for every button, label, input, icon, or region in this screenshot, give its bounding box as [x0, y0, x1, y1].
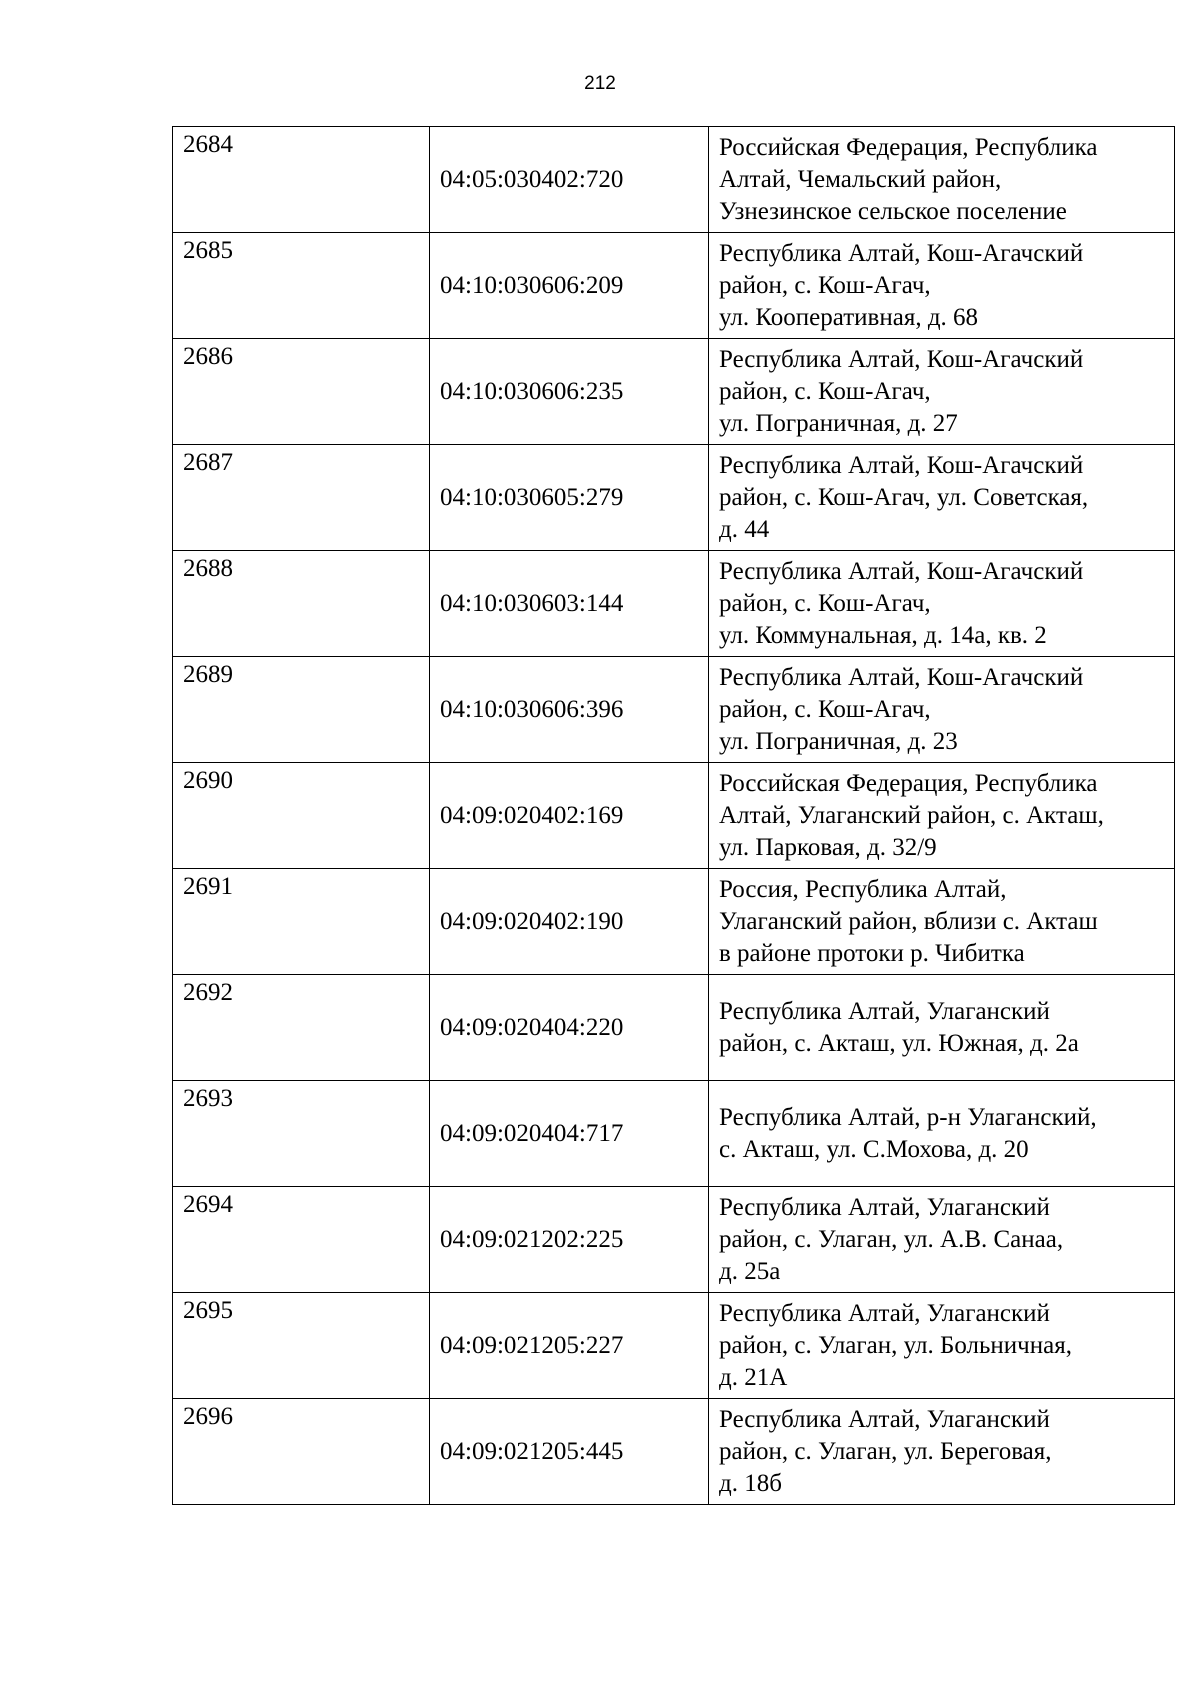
row-number-cell: 2691: [173, 869, 430, 975]
address-line: район, с. Кош-Агач,: [719, 695, 931, 723]
address-cell: [709, 1293, 1175, 1399]
cadastral-number-cell: 04:09:020404:717: [430, 1081, 709, 1187]
address-cell: [709, 869, 1175, 975]
address-line: д. 25а: [719, 1257, 781, 1285]
address-line: в районе протоки р. Чибитка: [719, 939, 1025, 967]
address-line: Алтай, Улаганский район, с. Акташ,: [719, 801, 1104, 829]
cadastral-number-cell: 04:05:030402:720: [430, 127, 709, 233]
cadastral-number-cell: 04:10:030603:144: [430, 551, 709, 657]
table-row: [173, 339, 1175, 445]
address-line: ул. Пограничная, д. 27: [719, 409, 958, 437]
cadastral-number-cell: 04:10:030605:279: [430, 445, 709, 551]
address-line: Республика Алтай, Кош-Агачский: [719, 239, 1084, 267]
row-number-cell: 2685: [173, 233, 430, 339]
address-line: район, с. Кош-Агач,: [719, 589, 931, 617]
address-line: Республика Алтай, Кош-Агачский: [719, 663, 1084, 691]
address-line: Республика Алтай, Кош-Агачский: [719, 557, 1084, 585]
address-line: Российская Федерация, Республика: [719, 769, 1098, 797]
row-number-cell: 2690: [173, 763, 430, 869]
address-cell: [709, 1081, 1175, 1187]
table-row: [173, 975, 1175, 1081]
table-row: [173, 869, 1175, 975]
row-number-cell: 2687: [173, 445, 430, 551]
address-line: район, с. Улаган, ул. А.В. Санаа,: [719, 1225, 1064, 1253]
address-cell: [709, 233, 1175, 339]
row-number-cell: 2694: [173, 1187, 430, 1293]
row-number-cell: 2686: [173, 339, 430, 445]
address-line: Республика Алтай, Улаганский: [719, 1299, 1050, 1327]
cadastral-number-cell: 04:09:020404:220: [430, 975, 709, 1081]
address-cell: [709, 127, 1175, 233]
address-line: д. 44: [719, 515, 770, 543]
address-line: Россия, Республика Алтай,: [719, 875, 1007, 903]
registry-table: [172, 126, 1175, 1505]
table-row: [173, 1187, 1175, 1293]
table-row: [173, 233, 1175, 339]
address-cell: [709, 763, 1175, 869]
address-line: ул. Кооперативная, д. 68: [719, 303, 979, 331]
table-row: [173, 1293, 1175, 1399]
address-line: район, с. Кош-Агач, ул. Советская,: [719, 483, 1089, 511]
address-line: Российская Федерация, Республика: [719, 133, 1098, 161]
table-row: [173, 657, 1175, 763]
address-line: район, с. Улаган, ул. Больничная,: [719, 1331, 1072, 1359]
cadastral-number-cell: 04:09:021205:227: [430, 1293, 709, 1399]
address-line: ул. Пограничная, д. 23: [719, 727, 958, 755]
row-number-cell: 2696: [173, 1399, 430, 1505]
cadastral-number-cell: 04:09:021205:445: [430, 1399, 709, 1505]
address-line: район, с. Кош-Агач,: [719, 271, 931, 299]
page-number: 212: [584, 73, 616, 94]
address-cell: [709, 1187, 1175, 1293]
cadastral-number-cell: 04:09:020402:169: [430, 763, 709, 869]
row-number-cell: 2684: [173, 127, 430, 233]
cadastral-number-cell: 04:09:020402:190: [430, 869, 709, 975]
row-number-cell: 2689: [173, 657, 430, 763]
address-cell: [709, 445, 1175, 551]
address-line: ул. Коммунальная, д. 14а, кв. 2: [719, 621, 1047, 649]
address-line: Республика Алтай, Улаганский: [719, 1193, 1050, 1221]
address-cell: [709, 1399, 1175, 1505]
address-line: Республика Алтай, Кош-Агачский: [719, 345, 1084, 373]
address-line: район, с. Кош-Агач,: [719, 377, 931, 405]
cadastral-number-cell: 04:10:030606:396: [430, 657, 709, 763]
address-line: Республика Алтай, р-н Улаганский,: [719, 1103, 1097, 1131]
table-row: [173, 1399, 1175, 1505]
address-line: д. 21А: [719, 1363, 788, 1391]
table-row: [173, 445, 1175, 551]
table-row: [173, 551, 1175, 657]
cadastral-number-cell: 04:10:030606:235: [430, 339, 709, 445]
address-line: Узнезинское сельское поселение: [719, 197, 1067, 225]
address-cell: [709, 657, 1175, 763]
address-line: район, с. Улаган, ул. Береговая,: [719, 1437, 1052, 1465]
address-cell: [709, 975, 1175, 1081]
address-line: Алтай, Чемальский район,: [719, 165, 1002, 193]
table-row: [173, 763, 1175, 869]
cadastral-number-cell: 04:10:030606:209: [430, 233, 709, 339]
address-line: д. 18б: [719, 1469, 782, 1497]
address-line: Республика Алтай, Улаганский: [719, 1405, 1050, 1433]
address-line: ул. Парковая, д. 32/9: [719, 833, 937, 861]
row-number-cell: 2692: [173, 975, 430, 1081]
table-row: [173, 1081, 1175, 1187]
address-cell: [709, 551, 1175, 657]
table-row: [173, 127, 1175, 233]
address-line: с. Акташ, ул. С.Мохова, д. 20: [719, 1135, 1029, 1163]
address-line: Республика Алтай, Улаганский: [719, 997, 1050, 1025]
address-line: Улаганский район, вблизи с. Акташ: [719, 907, 1098, 935]
address-line: район, с. Акташ, ул. Южная, д. 2а: [719, 1029, 1079, 1057]
address-cell: [709, 339, 1175, 445]
cadastral-number-cell: 04:09:021202:225: [430, 1187, 709, 1293]
row-number-cell: 2688: [173, 551, 430, 657]
address-line: Республика Алтай, Кош-Агачский: [719, 451, 1084, 479]
row-number-cell: 2695: [173, 1293, 430, 1399]
registry-table-body: [173, 127, 1175, 1505]
row-number-cell: 2693: [173, 1081, 430, 1187]
